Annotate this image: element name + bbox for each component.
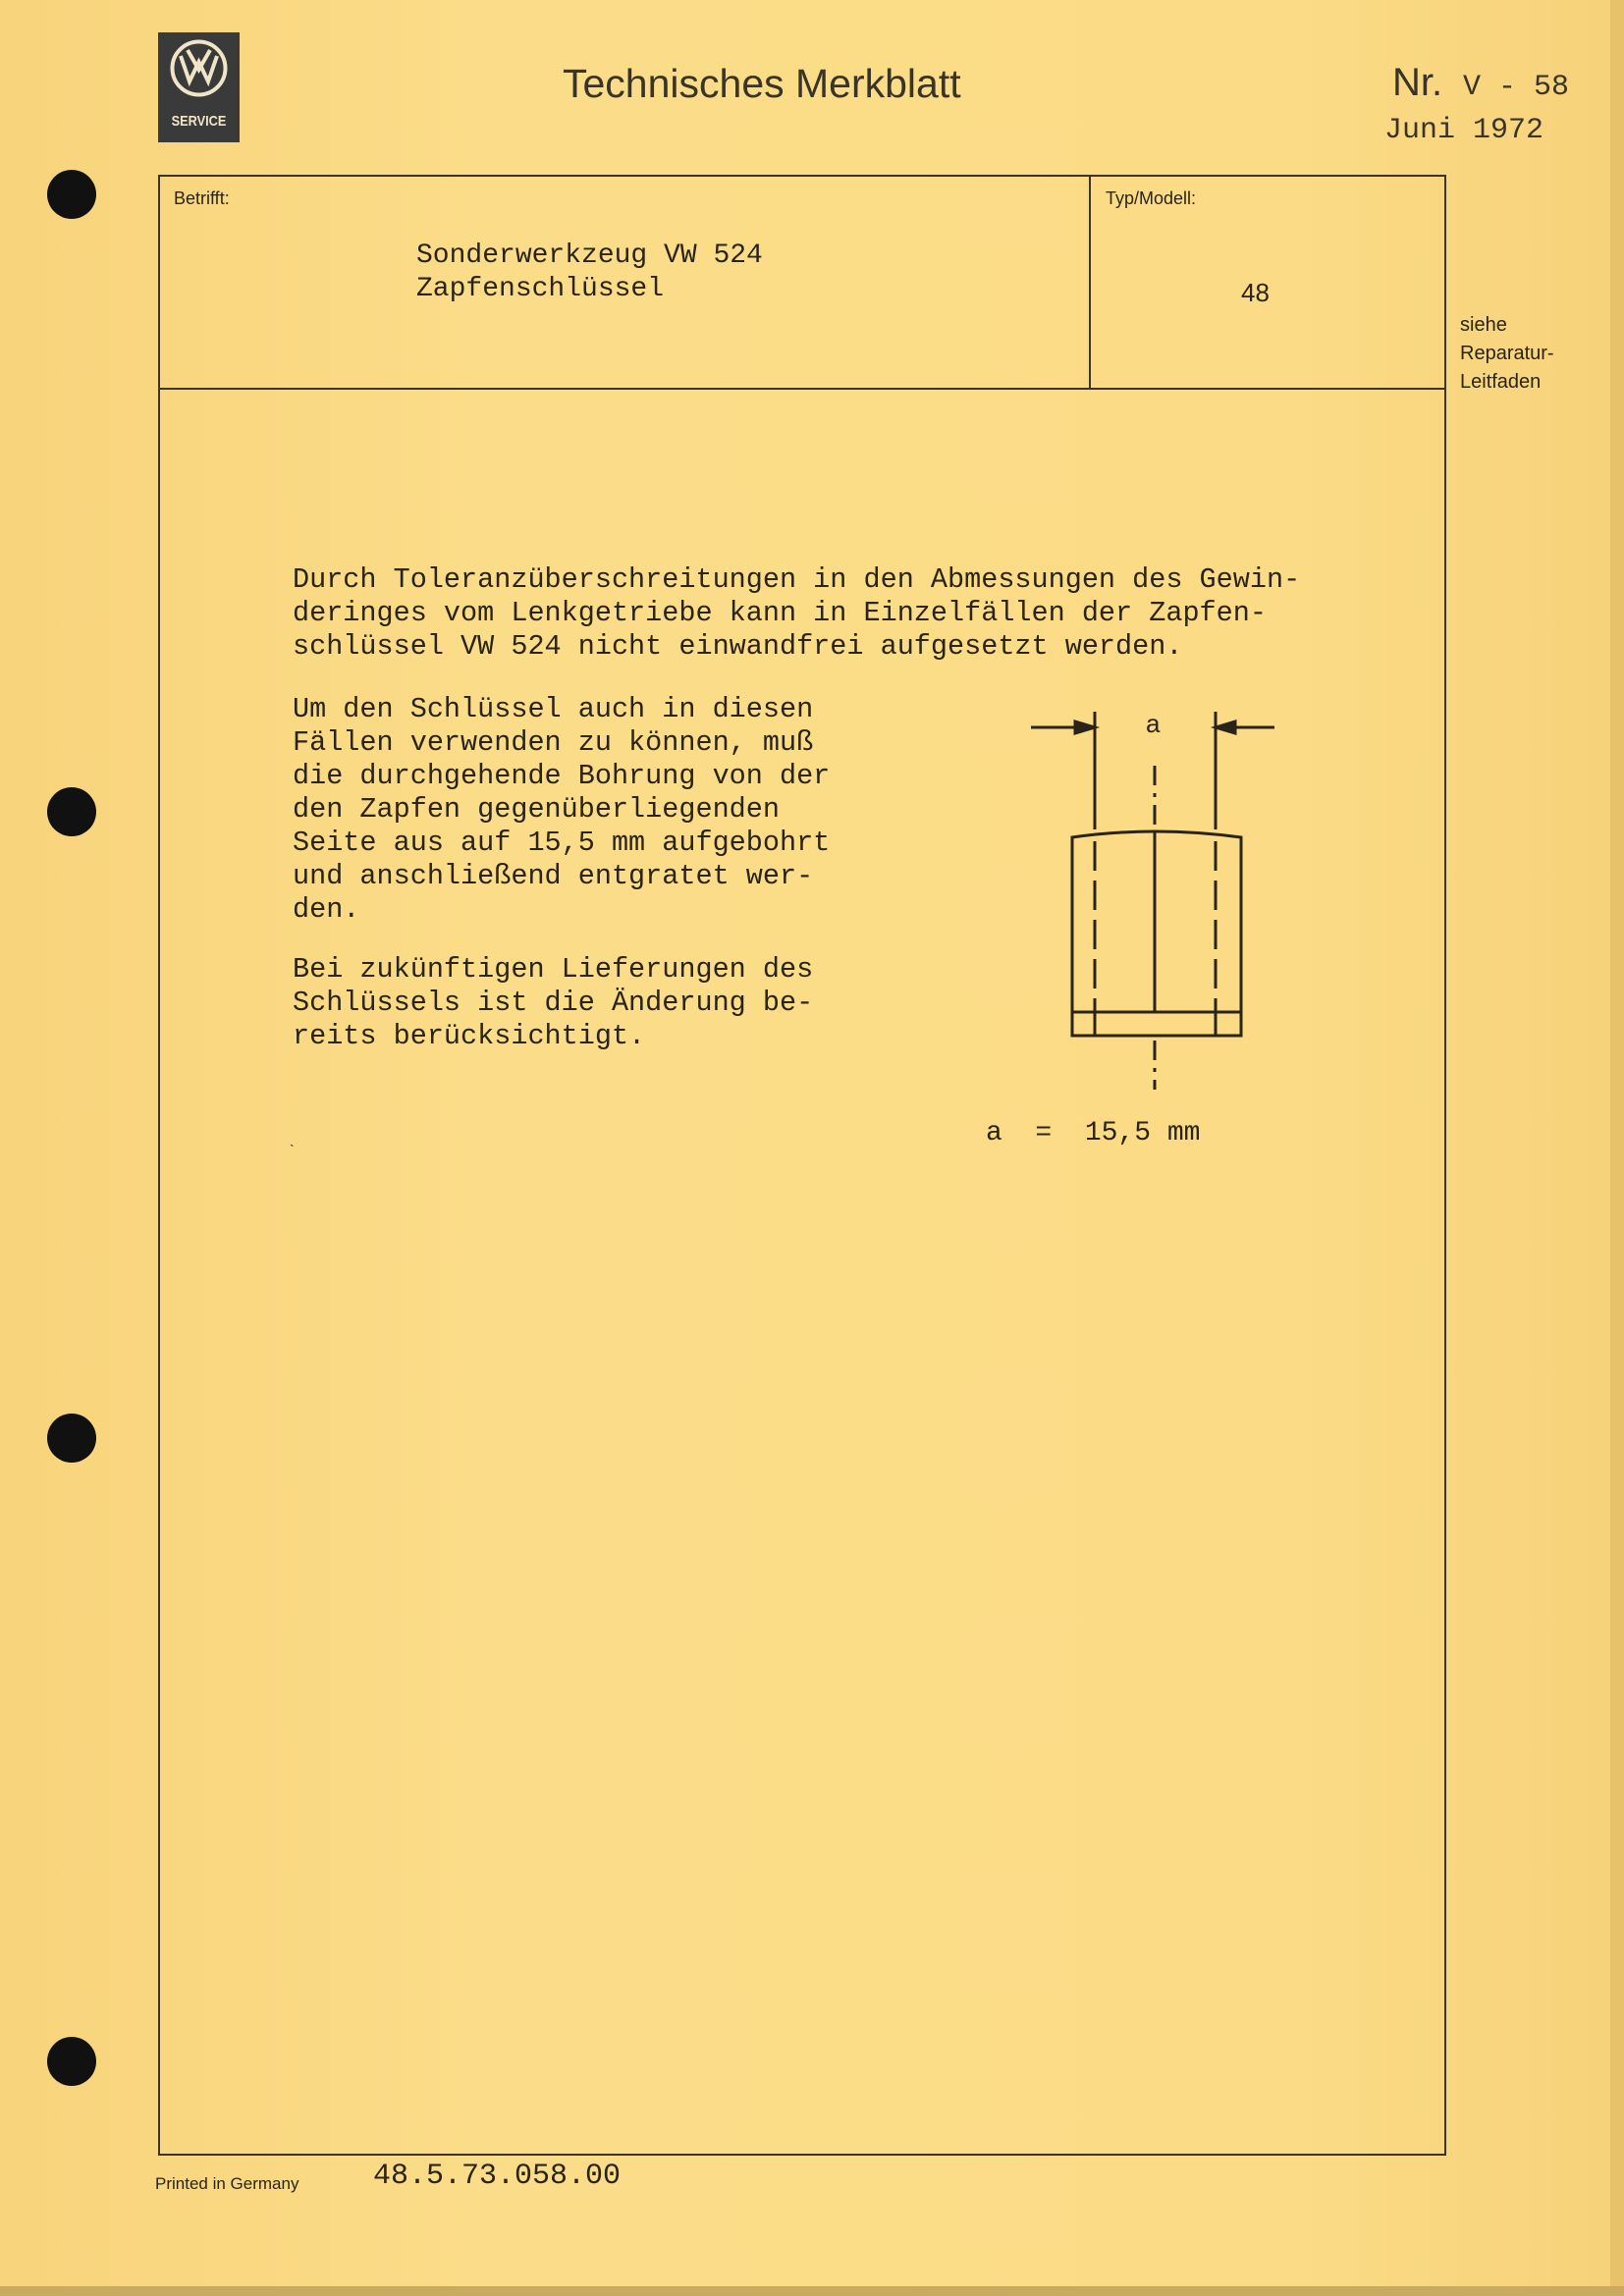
typ-modell-value: 48 <box>1241 278 1270 307</box>
issue-date: Juni 1972 <box>1384 114 1544 147</box>
paper-edge <box>1610 0 1624 2296</box>
tool-section-drawing <box>1021 692 1326 1104</box>
header-divider <box>158 388 1446 390</box>
vw-service-logo <box>158 32 240 142</box>
nr-label: Nr. <box>1392 61 1443 104</box>
punch-hole <box>47 2037 96 2086</box>
body-paragraph-3: Bei zukünftigen Lieferungen des Schlüssels ist die Änderung be- reits berücksichtigt. <box>293 953 814 1052</box>
paper-bottom-edge <box>0 2286 1624 2296</box>
punch-hole <box>47 787 96 836</box>
logo-service-text: SERVICE <box>171 113 227 130</box>
subject-line-2: Zapfenschlüssel <box>416 274 665 304</box>
dimension-formula: a = 15,5 mm <box>986 1118 1201 1148</box>
print-number: 48.5.73.058.00 <box>373 2160 622 2193</box>
stray-mark: ` <box>290 1142 295 1157</box>
side-note-line: Reparatur- <box>1460 343 1554 364</box>
side-note <box>1460 311 1554 397</box>
document-title: Technisches Merkblatt <box>563 61 961 106</box>
subject-block <box>416 240 763 306</box>
punch-hole <box>47 1414 96 1463</box>
punch-hole <box>47 170 96 219</box>
side-note-line: siehe <box>1460 314 1507 336</box>
vw-emblem-icon <box>169 38 229 98</box>
subject-line-1: Sonderwerkzeug VW 524 <box>416 240 763 271</box>
content-frame <box>158 175 1446 2156</box>
printed-in-germany: Printed in Germany <box>155 2174 299 2193</box>
betrifft-label: Betrifft: <box>174 188 230 208</box>
column-divider <box>1089 175 1091 390</box>
body-paragraph-2: Um den Schlüssel auch in diesen Fällen verwenden zu können, muß die durchgehende Bohrung von der den Zapfen gegenüberliegenden Seite aus auf 15,5 mm aufgebohrt und anschließend entgratet wer- den. <box>293 693 831 926</box>
side-note-line: Leitfaden <box>1460 371 1542 393</box>
nr-value: V - 58 <box>1463 71 1570 104</box>
dimension-label: a <box>1146 709 1161 738</box>
body-paragraph-1: Durch Toleranzüberschreitungen in den Abmessungen des Gewin- deringes vom Lenkgetriebe kann in Einzelfällen der Zapfen- schlüssel VW 524 nicht einwandfrei aufgesetzt werden. <box>293 563 1301 663</box>
typ-modell-label: Typ/Modell: <box>1106 188 1197 208</box>
